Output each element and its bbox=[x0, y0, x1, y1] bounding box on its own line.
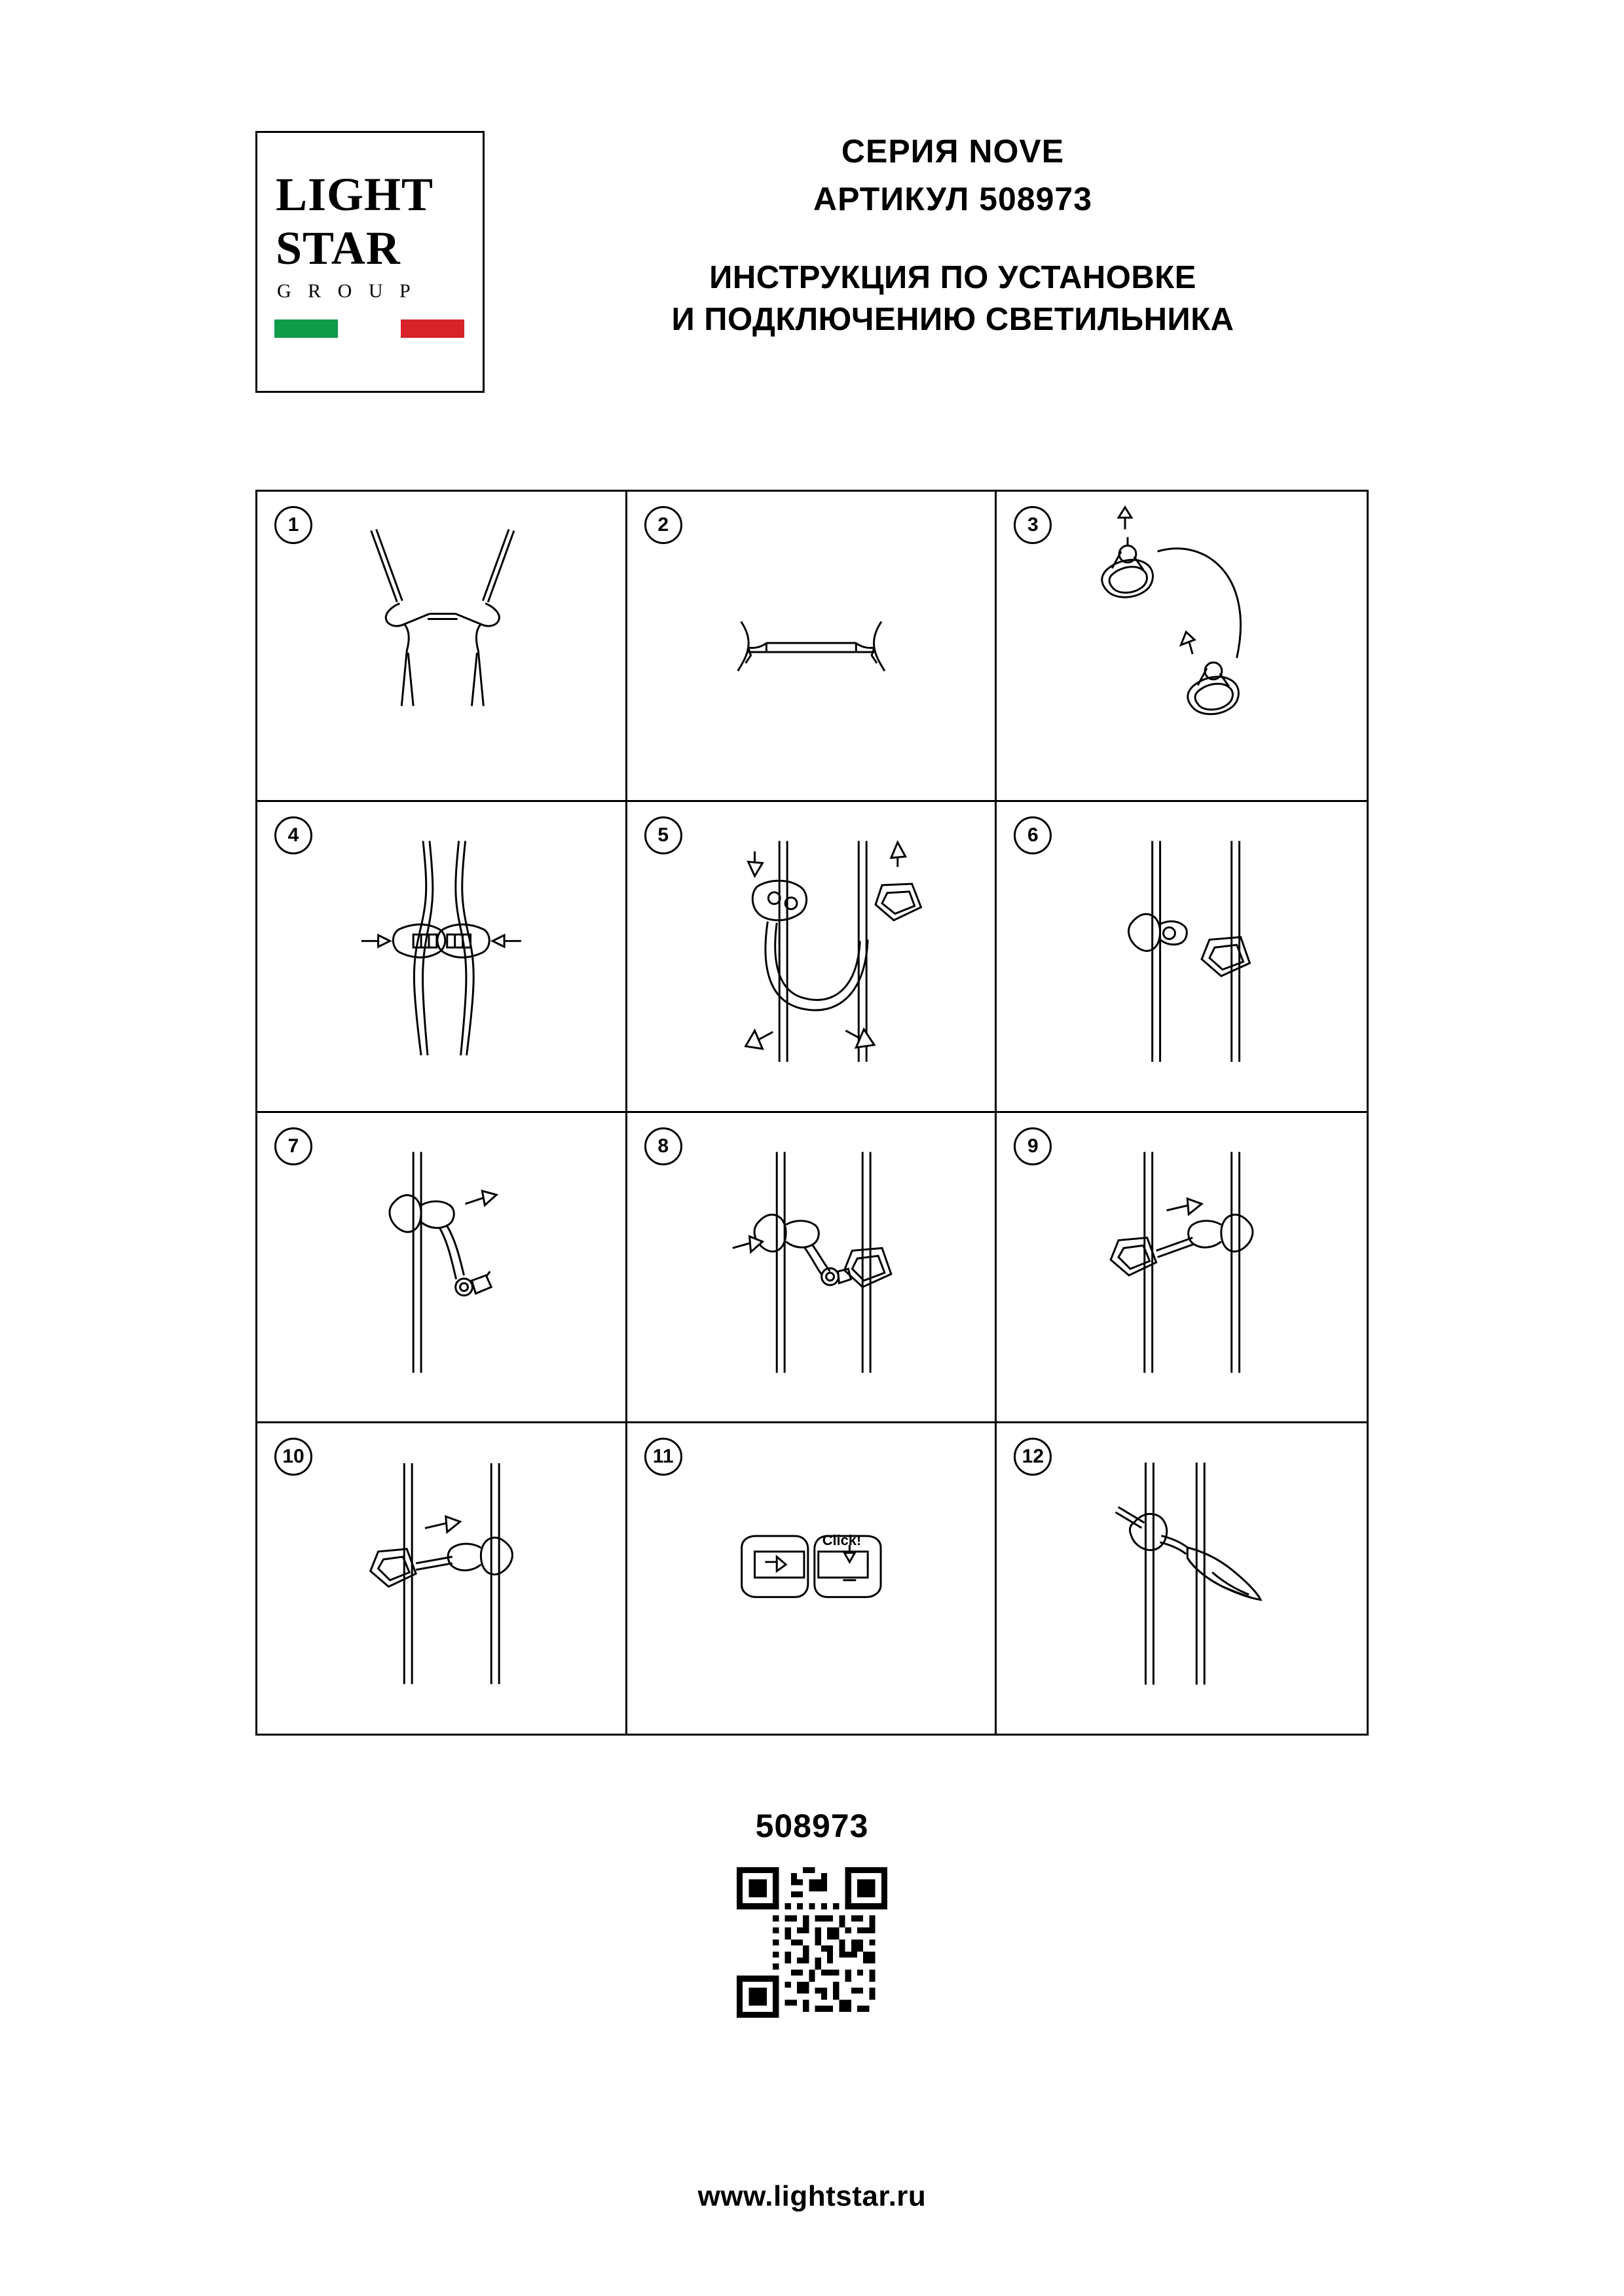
step-illustration-10 bbox=[257, 1423, 625, 1734]
step-number-badge: 9 bbox=[1014, 1127, 1052, 1165]
website-url: www.lightstar.ru bbox=[697, 2180, 927, 2212]
step-illustration-3 bbox=[997, 492, 1367, 800]
step-number-badge: 3 bbox=[1014, 506, 1052, 544]
step-illustration-7 bbox=[257, 1113, 625, 1421]
step-number-badge: 2 bbox=[644, 506, 682, 544]
product-code: 508973 bbox=[755, 1808, 869, 1844]
article-number: АРТИКУЛ 508973 bbox=[813, 180, 1093, 217]
step-illustration-1 bbox=[257, 492, 625, 800]
step-illustration-2 bbox=[627, 492, 995, 800]
installation-steps-grid bbox=[255, 490, 1369, 1736]
step-illustration-9 bbox=[997, 1113, 1367, 1421]
brand-logo-line3: G R O U P bbox=[277, 280, 416, 302]
step-cell-1 bbox=[257, 492, 627, 802]
step-illustration-4 bbox=[257, 802, 625, 1110]
step-number-badge: 4 bbox=[274, 816, 312, 854]
qr-code bbox=[737, 1867, 887, 2018]
step-illustration-11 bbox=[627, 1423, 995, 1734]
italian-flag-icon bbox=[274, 319, 464, 338]
instruction-title-line1: ИНСТРУКЦИЯ ПО УСТАНОВКЕ bbox=[709, 260, 1196, 295]
step-cell-8 bbox=[627, 1113, 997, 1423]
step-cell-3 bbox=[997, 492, 1367, 802]
brand-logo bbox=[255, 131, 485, 393]
document-footer bbox=[0, 1807, 1624, 2018]
click-label: Click! bbox=[822, 1531, 861, 1548]
step-cell-7 bbox=[257, 1113, 627, 1423]
instruction-title-line2: И ПОДКЛЮЧЕНИЮ СВЕТИЛЬНИКА bbox=[671, 301, 1234, 337]
step-cell-2 bbox=[627, 492, 997, 802]
step-illustration-6 bbox=[997, 802, 1367, 1110]
step-number-badge: 6 bbox=[1014, 816, 1052, 854]
brand-logo-line2: STAR bbox=[276, 222, 401, 274]
step-cell-12 bbox=[997, 1423, 1367, 1734]
brand-logo-line1: LIGHT bbox=[276, 168, 434, 221]
step-number-badge: 12 bbox=[1014, 1438, 1052, 1476]
step-illustration-12 bbox=[997, 1423, 1367, 1734]
step-cell-9 bbox=[997, 1113, 1367, 1423]
step-cell-4 bbox=[257, 802, 627, 1112]
step-cell-5 bbox=[627, 802, 997, 1112]
series-title: СЕРИЯ NOVE bbox=[841, 133, 1065, 170]
header-titles bbox=[530, 131, 1375, 340]
step-number-badge: 5 bbox=[644, 816, 682, 854]
step-illustration-8 bbox=[627, 1113, 995, 1421]
step-cell-6 bbox=[997, 802, 1367, 1112]
step-cell-11 bbox=[627, 1423, 997, 1734]
step-number-badge: 10 bbox=[274, 1438, 312, 1476]
document-header bbox=[255, 131, 1375, 419]
step-number-badge: 7 bbox=[274, 1127, 312, 1165]
step-number-badge: 1 bbox=[274, 506, 312, 544]
step-number-badge: 11 bbox=[644, 1438, 682, 1476]
step-cell-10 bbox=[257, 1423, 627, 1734]
step-illustration-5 bbox=[627, 802, 995, 1110]
step-number-badge: 8 bbox=[644, 1127, 682, 1165]
